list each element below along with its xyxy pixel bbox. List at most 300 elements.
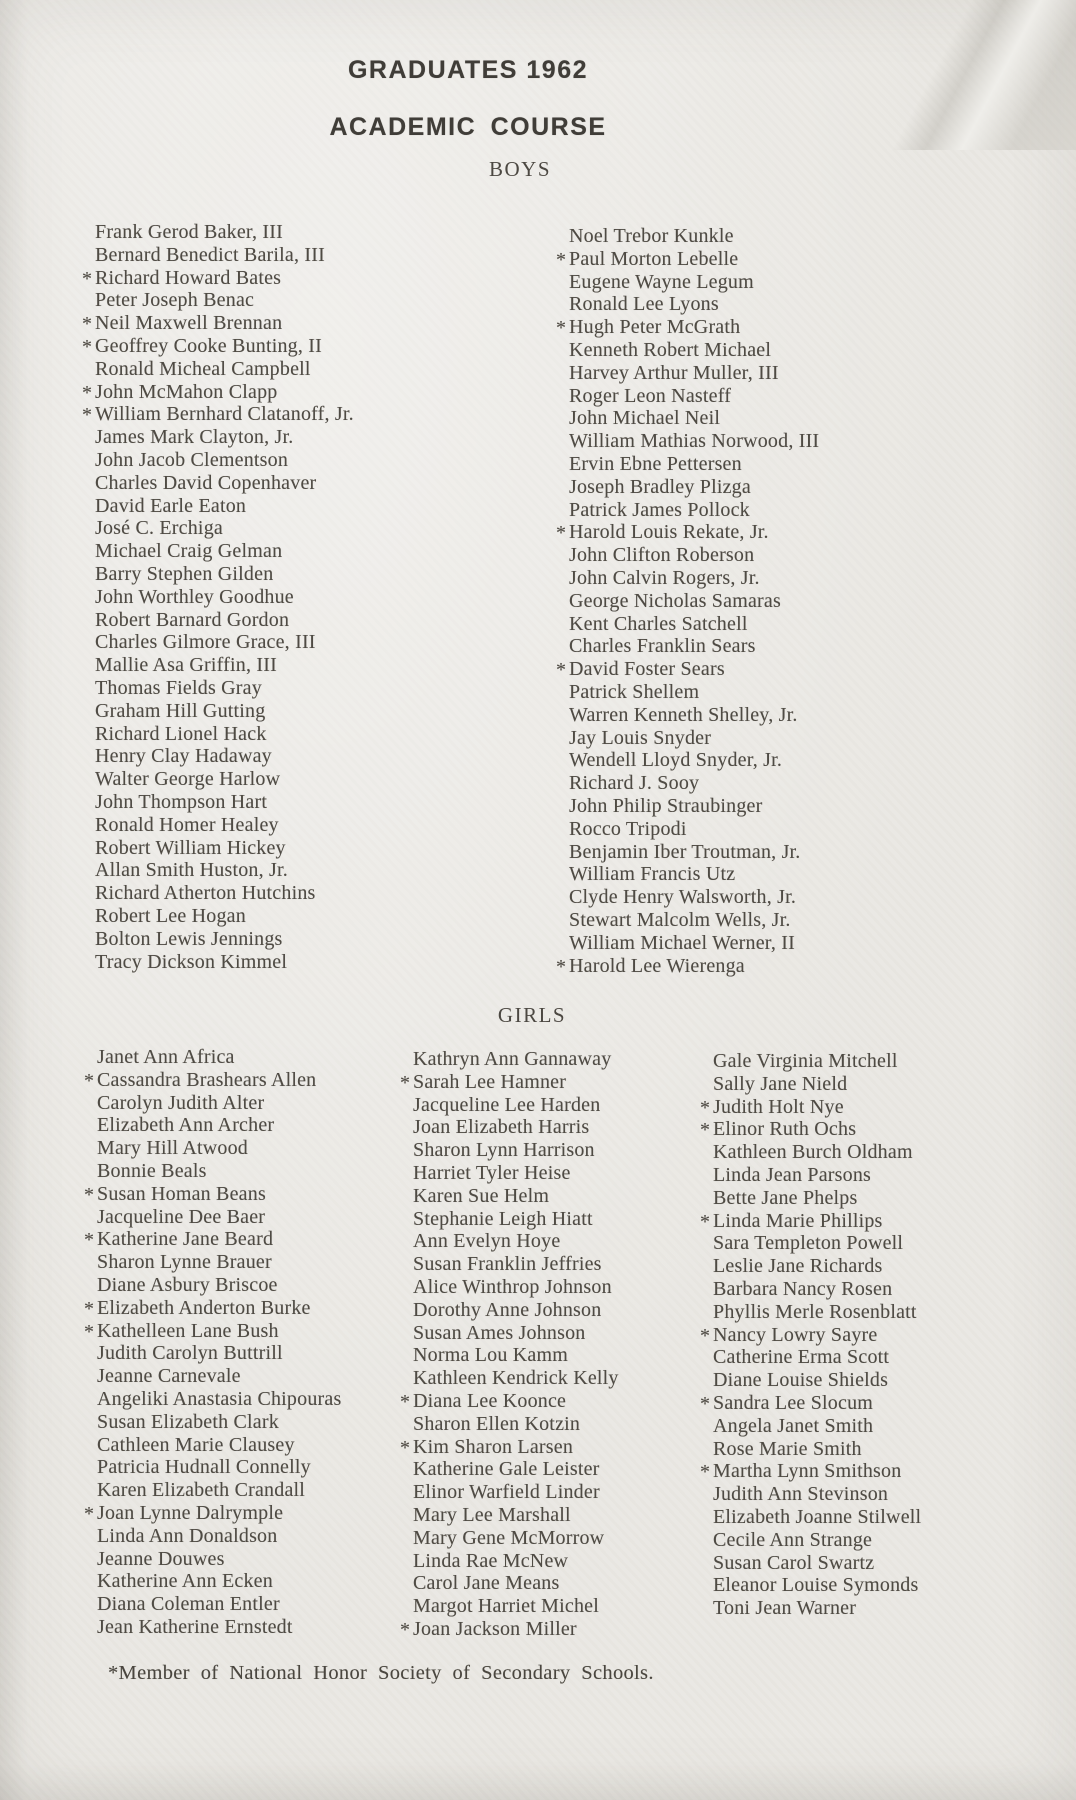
boys-column-2 [556,225,820,978]
graduate-name-entry [713,1369,921,1392]
graduate-name: Diane Louise Shields [713,1369,889,1392]
graduate-name: Jay Louis Snyder [569,726,712,749]
graduate-name: Norma Lou Kamm [413,1344,568,1367]
graduate-name-entry [95,358,354,381]
graduate-name-entry [569,544,819,567]
graduate-name: Patrick Shellem [569,680,700,703]
graduate-name-entry [569,635,819,658]
graduate-name-entry [713,1278,921,1301]
graduate-name-entry [413,1116,619,1139]
graduate-name-entry [97,1548,341,1571]
graduate-name-entry [556,658,819,682]
honor-society-star-icon: * [400,1618,411,1641]
honor-society-star-icon: * [84,1297,95,1320]
honor-society-footnote: *Member of National Honor Society of Secondary Schools. [108,1662,654,1684]
graduate-name-entry [97,1365,341,1388]
graduate-name-entry [413,1094,619,1117]
graduate-name: Barry Stephen Gilden [95,562,274,585]
graduate-name: Rocco Tripodi [569,817,687,840]
graduate-name-entry [700,1391,921,1415]
graduate-name: David Earle Eaton [95,494,247,517]
graduate-name: Kenneth Robert Michael [569,338,772,361]
graduate-name: Mary Lee Marshall [413,1503,571,1526]
graduate-name-entry [413,1595,619,1618]
graduate-name-entry [84,1228,341,1252]
graduate-name: Eleanor Louise Symonds [713,1574,919,1597]
graduate-name: Neil Maxwell Brennan [95,312,283,335]
graduate-name-entry [400,1435,619,1459]
graduate-name: Rose Marie Smith [713,1437,862,1460]
graduate-name-entry [569,362,819,385]
honor-society-star-icon: * [700,1324,711,1347]
graduate-name: Ronald Homer Healey [95,813,279,836]
graduate-name: Diana Lee Koonce [413,1389,567,1412]
graduate-name-entry [95,745,354,768]
graduate-name-entry [713,1255,921,1278]
honor-society-star-icon: * [556,522,567,545]
graduate-name: Elizabeth Ann Archer [97,1114,275,1137]
graduate-name-entry [700,1209,921,1233]
honor-society-star-icon: * [556,659,567,682]
graduate-name: Sarah Lee Hamner [413,1070,567,1093]
graduate-name-entry [82,380,354,404]
graduate-name-entry [400,1617,619,1641]
graduate-name: Walter George Harlow [95,768,281,791]
graduate-name: Stewart Malcolm Wells, Jr. [569,908,791,931]
girls-column-1 [84,1046,342,1639]
graduate-name-entry [713,1506,921,1529]
graduate-name-entry [97,1479,341,1502]
graduate-name-entry [413,1572,619,1595]
graduate-name: Robert Lee Hogan [95,904,246,927]
graduate-name: Robert Barnard Gordon [95,608,290,631]
graduate-name: Peter Joseph Benac [95,289,255,312]
graduate-name-entry [95,837,354,860]
graduate-name: Sharon Lynne Brauer [97,1251,272,1274]
graduate-name-entry [569,749,819,772]
graduate-name: Tracy Dickson Kimmel [95,950,288,973]
graduate-name-entry [95,244,354,267]
graduate-name: Cecile Ann Strange [713,1528,873,1551]
graduate-name-entry [569,567,819,590]
honor-society-star-icon: * [84,1069,95,1092]
graduate-name: Henry Clay Hadaway [95,745,272,768]
graduate-name-entry [95,814,354,837]
graduate-name: George Nicholas Samaras [569,589,781,612]
graduate-name: Kathleen Kendrick Kelly [413,1367,619,1390]
course-subtitle: ACADEMIC COURSE [329,113,607,141]
honor-society-star-icon: * [82,404,93,427]
graduate-name-entry [713,1141,921,1164]
graduate-name: Kathryn Ann Gannaway [413,1048,612,1070]
honor-society-star-icon: * [700,1461,711,1484]
graduate-name-entry [413,1276,619,1299]
graduate-name: Sally Jane Nield [713,1072,848,1095]
graduate-name-entry [413,1322,619,1345]
graduate-name: Diane Asbury Briscoe [97,1273,278,1296]
graduate-name-entry [413,1550,619,1573]
graduate-name: William Mathias Norwood, III [569,430,820,453]
graduate-name-entry [713,1073,921,1096]
graduate-name: Katherine Jane Beard [97,1228,274,1251]
graduate-name: Richard Howard Bates [95,266,282,289]
graduate-name-entry [95,768,354,791]
honor-society-star-icon: * [82,381,93,404]
graduate-name-entry [556,247,819,271]
honor-society-star-icon: * [84,1183,95,1206]
graduate-name-entry [700,1323,921,1347]
girls-column-2 [400,1048,619,1641]
graduate-name: Elinor Warfield Linder [413,1481,600,1504]
graduate-name-entry [95,882,354,905]
graduate-name: Harold Lee Wierenga [569,954,745,977]
graduate-name: Cassandra Brashears Allen [97,1068,317,1091]
graduate-name: Wendell Lloyd Snyder, Jr. [569,749,783,772]
graduate-name-entry [413,1162,619,1185]
graduate-name: Harvey Arthur Muller, III [569,361,779,384]
boys-column-1 [82,221,354,973]
graduate-name: Ronald Lee Lyons [569,293,719,316]
graduate-name-entry [713,1301,921,1324]
graduate-name: Susan Homan Beans [97,1182,266,1205]
graduate-name-entry [97,1456,341,1479]
graduate-name: Stephanie Leigh Hiatt [413,1207,593,1230]
graduate-name: Bolton Lewis Jennings [95,927,283,950]
honor-society-star-icon: * [82,267,93,290]
graduate-name-entry [95,905,354,928]
graduate-name: Toni Jean Warner [713,1597,857,1620]
graduate-name-entry [97,1274,341,1297]
graduate-name: John Worthley Goodhue [95,585,294,608]
graduate-name-entry [713,1529,921,1552]
graduate-name-entry [569,271,819,294]
graduate-name: John Calvin Rogers, Jr. [569,566,760,589]
graduate-name: Patricia Hudnall Connelly [97,1456,311,1479]
graduate-name: Gale Virginia Mitchell [713,1050,898,1072]
graduate-name: Sandra Lee Slocum [713,1391,874,1414]
graduate-name-entry [700,1460,921,1484]
graduate-name-entry [713,1187,921,1210]
graduate-name-entry [95,859,354,882]
graduate-name-entry [569,613,819,636]
graduate-name-entry [413,1139,619,1162]
graduate-name: John McMahon Clapp [95,380,278,403]
graduate-name-entry [413,1458,619,1481]
graduate-name-entry [97,1342,341,1365]
graduate-name-entry [95,723,354,746]
graduate-name-entry [82,403,354,427]
graduate-name-entry [713,1164,921,1187]
graduate-name-entry [95,540,354,563]
graduate-name: Jacqueline Dee Baer [97,1205,266,1228]
graduate-name-entry [95,654,354,677]
graduate-name-entry [97,1434,341,1457]
graduate-name: Warren Kenneth Shelley, Jr. [569,703,798,726]
graduate-name-entry [95,586,354,609]
graduate-name: Richard J. Sooy [569,772,700,795]
graduate-name-entry [97,1114,341,1137]
graduate-name: Phyllis Merle Rosenblatt [713,1300,917,1323]
graduate-name: Charles David Copenhaver [95,471,317,494]
graduate-name: Susan Franklin Jeffries [413,1253,602,1276]
graduate-name: Joseph Bradley Plizga [569,475,751,498]
graduate-name-entry [569,841,819,864]
honor-society-star-icon: * [84,1229,95,1252]
graduate-name: Elizabeth Anderton Burke [97,1296,311,1319]
graduate-name-entry [97,1092,341,1115]
graduate-name: Cathleen Marie Clausey [97,1433,295,1456]
graduate-name-entry [413,1185,619,1208]
graduate-name-entry [569,225,819,248]
graduate-name: Nancy Lowry Sayre [713,1323,878,1346]
graduate-name: Michael Craig Gelman [95,540,283,563]
graduate-name-entry [82,312,354,336]
graduate-name-entry [569,772,819,795]
graduate-name: Joan Elizabeth Harris [413,1116,590,1139]
honor-society-star-icon: * [556,317,567,340]
graduate-name-entry [97,1616,341,1639]
graduate-name: Judith Ann Stevinson [713,1483,889,1506]
graduate-name: Susan Carol Swartz [713,1551,875,1574]
graduate-name: Elinor Ruth Ochs [713,1118,857,1141]
graduate-name-entry [556,521,819,545]
graduate-name-entry [95,631,354,654]
graduate-name: Linda Marie Phillips [713,1209,883,1232]
honor-society-star-icon: * [400,1390,411,1413]
graduate-name: Graham Hill Gutting [95,699,266,722]
graduate-name-entry [97,1570,341,1593]
graduate-name: John Philip Straubinger [569,794,763,817]
graduate-name-entry [95,677,354,700]
graduate-name: Kathelleen Lane Bush [97,1319,279,1342]
graduate-name-entry [713,1438,921,1461]
graduate-name-entry [95,563,354,586]
graduate-name: William Bernhard Clatanoff, Jr. [95,403,354,426]
graduate-name-entry [95,472,354,495]
graduate-name-entry [569,385,819,408]
graduate-name-entry [95,700,354,723]
graduate-name: Karen Elizabeth Crandall [97,1479,306,1502]
graduate-name-entry [569,863,819,886]
graduate-name-entry [569,681,819,704]
graduate-name: Geoffrey Cooke Bunting, II [95,334,323,357]
graduate-name: Thomas Fields Gray [95,676,262,699]
honor-society-star-icon: * [84,1320,95,1343]
graduate-name: Alice Winthrop Johnson [413,1275,612,1298]
graduate-name-entry [713,1552,921,1575]
graduate-name: Joan Lynne Dalrymple [97,1501,284,1524]
graduate-name-entry [569,499,819,522]
graduate-name: Robert William Hickey [95,836,286,859]
honor-society-star-icon: * [82,313,93,336]
graduate-name: Benjamin Iber Troutman, Jr. [569,840,801,863]
graduate-name: Diana Coleman Entler [97,1593,280,1616]
graduate-name: Frank Gerod Baker, III [95,221,283,243]
graduate-name-entry [569,430,819,453]
graduate-name: Ervin Ebne Pettersen [569,452,742,475]
graduate-name: John Jacob Clementson [95,448,289,471]
graduate-name: José C. Erchiga [95,517,223,540]
graduate-name: William Francis Utz [569,863,736,886]
graduate-name-entry [569,590,819,613]
graduate-name: Richard Lionel Hack [95,722,267,745]
honor-society-star-icon: * [556,955,567,978]
graduate-name: Margot Harriet Michel [413,1595,599,1618]
graduate-name: Bette Jane Phelps [713,1186,858,1209]
graduate-name-entry [400,1389,619,1413]
graduate-name: Ronald Micheal Campbell [95,357,311,380]
graduate-name: Mallie Asa Griffin, III [95,654,277,677]
graduate-name: Barbara Nancy Rosen [713,1277,893,1300]
graduate-name: Kathleen Burch Oldham [713,1141,913,1164]
girls-column-3 [700,1050,922,1620]
graduate-name: Kent Charles Satchell [569,612,748,635]
graduate-name-entry [713,1597,921,1620]
graduate-name: Joan Jackson Miller [413,1617,577,1640]
honor-society-star-icon: * [700,1096,711,1119]
graduate-name: David Foster Sears [569,658,725,681]
graduate-name-entry [97,1525,341,1548]
graduate-name: Ann Evelyn Hoye [413,1230,561,1253]
graduate-name: Judith Holt Nye [713,1095,844,1118]
honor-society-star-icon: * [400,1436,411,1459]
graduate-name: Dorothy Anne Johnson [413,1298,602,1321]
graduate-name-entry [84,1296,341,1320]
section-heading-boys: BOYS [488,157,552,181]
graduate-name: Judith Carolyn Buttrill [97,1342,283,1365]
graduate-name-entry [97,1160,341,1183]
honor-society-star-icon: * [700,1210,711,1233]
graduate-name-entry [95,517,354,540]
graduate-name-entry [97,1251,341,1274]
graduate-name-entry [84,1068,341,1092]
honor-society-star-icon: * [400,1071,411,1094]
graduate-name-entry [569,932,819,955]
graduate-name-entry [413,1208,619,1231]
graduate-name: Catherine Erma Scott [713,1346,890,1369]
graduate-name-entry [569,453,819,476]
graduate-name: Martha Lynn Smithson [713,1460,902,1483]
graduate-name: Karen Sue Helm [413,1184,550,1207]
page-title: GRADUATES 1962 [347,56,589,84]
graduate-name: Richard Atherton Hutchins [95,882,316,905]
graduate-name: Jeanne Carnevale [97,1365,241,1388]
graduate-name: Patrick James Pollock [569,498,750,521]
graduate-name: Katherine Ann Ecken [97,1570,273,1593]
graduate-name-entry [413,1367,619,1390]
graduate-name: Sara Templeton Powell [713,1232,904,1255]
graduate-name: Harriet Tyler Heise [413,1161,571,1184]
graduate-name-entry [95,449,354,472]
graduate-name: Noel Trebor Kunkle [569,225,734,247]
graduate-name-entry [569,795,819,818]
graduate-name-entry [84,1501,341,1525]
graduate-name: Elizabeth Joanne Stilwell [713,1505,922,1528]
graduate-name: John Michael Neil [569,407,721,430]
graduate-name: Jacqueline Lee Harden [413,1093,601,1116]
graduate-name: Angela Janet Smith [713,1414,874,1437]
graduate-name: Sharon Ellen Kotzin [413,1412,581,1435]
graduate-name-entry [569,476,819,499]
graduate-name: John Thompson Hart [95,790,268,813]
graduate-name-entry [82,266,354,290]
graduate-name-entry [97,1388,341,1411]
graduate-name-entry [413,1230,619,1253]
graduate-name-entry [95,426,354,449]
graduate-name-entry [569,339,819,362]
graduate-name: Mary Gene McMorrow [413,1526,605,1549]
graduate-name-entry [97,1046,341,1069]
graduate-name: Angeliki Anastasia Chipouras [97,1387,342,1410]
graduate-name-entry [413,1481,619,1504]
graduate-name: Roger Leon Nasteff [569,384,732,407]
graduate-name-entry [413,1527,619,1550]
graduate-name-entry [95,791,354,814]
graduate-name: Katherine Gale Leister [413,1458,600,1481]
graduate-name: Linda Jean Parsons [713,1163,872,1186]
graduate-name-entry [84,1182,341,1206]
graduate-name-entry [95,289,354,312]
graduate-name: Eugene Wayne Legum [569,270,754,293]
graduate-name: Allan Smith Huston, Jr. [95,859,288,882]
graduate-name-entry [713,1483,921,1506]
graduate-name-entry [97,1411,341,1434]
graduate-name-entry [400,1070,619,1094]
honor-society-star-icon: * [556,248,567,271]
graduate-name: Kim Sharon Larsen [413,1435,574,1458]
graduate-name-entry [97,1206,341,1229]
graduate-name-entry [569,704,819,727]
graduate-name-entry [413,1413,619,1436]
graduate-name: Carolyn Judith Alter [97,1091,265,1114]
honor-society-star-icon: * [700,1119,711,1142]
graduate-name-entry [413,1253,619,1276]
graduate-name-entry [569,909,819,932]
graduate-name: Sharon Lynn Harrison [413,1139,595,1162]
graduate-name: Mary Hill Atwood [97,1137,248,1160]
graduate-name-entry [82,334,354,358]
graduate-name: Linda Ann Donaldson [97,1524,278,1547]
graduate-name-entry [84,1319,341,1343]
graduate-name-entry [713,1346,921,1369]
graduate-name: Harold Louis Rekate, Jr. [569,521,769,544]
graduate-name-entry [556,316,819,340]
graduate-name-entry [700,1118,921,1142]
graduate-name-entry [713,1232,921,1255]
graduate-name: Carol Jane Means [413,1572,560,1595]
graduate-name: Charles Gilmore Grace, III [95,631,316,654]
graduate-name: Susan Elizabeth Clark [97,1410,279,1433]
graduate-name: Charles Franklin Sears [569,635,756,658]
graduate-name-entry [413,1299,619,1322]
graduate-name-entry [413,1504,619,1527]
graduate-name-entry [95,221,354,244]
honor-society-star-icon: * [82,335,93,358]
graduate-name-entry [95,928,354,951]
graduate-name: Paul Morton Lebelle [569,247,739,270]
graduate-name-entry [95,609,354,632]
graduate-name-entry [713,1050,921,1073]
graduate-name: John Clifton Roberson [569,544,755,567]
graduate-name-entry [413,1048,619,1071]
graduate-name-entry [569,818,819,841]
graduate-name-entry [556,954,819,978]
page-corner-fold [746,0,1076,150]
graduate-name-entry [713,1574,921,1597]
graduate-name-entry [700,1095,921,1119]
graduate-name: Susan Ames Johnson [413,1321,586,1344]
graduate-name: Jean Katherine Ernstedt [97,1615,293,1638]
